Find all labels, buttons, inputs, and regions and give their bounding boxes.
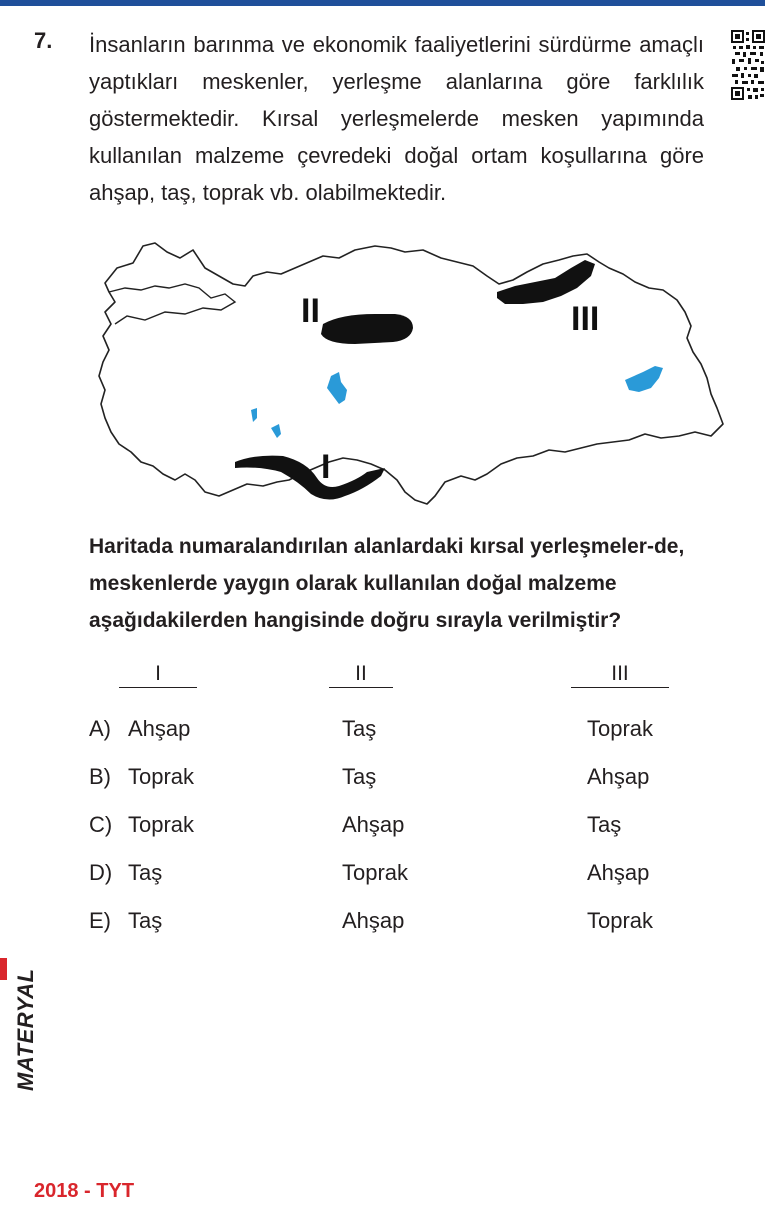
option-letter: B) (89, 764, 111, 789)
option-value-III: Ahşap (587, 860, 650, 885)
top-accent-bar (0, 0, 765, 6)
map-label-II: II (301, 292, 320, 330)
turkey-map (95, 228, 725, 518)
option-c[interactable] (0, 812, 765, 842)
option-value-III: Taş (587, 812, 622, 837)
option-letter: A) (89, 716, 111, 741)
column-header-III: III (571, 663, 669, 688)
lake-tuz (327, 372, 347, 404)
question-prompt: Haritada numaralandırılan alanlardaki kırsal yerleşmeler-de, meskenlerde yaygın olarak kullanılan doğal malzeme aşağıdakilerden hangisinde doğru sırayla verilmiştir? (89, 535, 685, 632)
option-letter: D) (89, 860, 113, 885)
option-value-II: Ahşap (342, 908, 405, 933)
map-label-I: I (321, 448, 331, 486)
option-a[interactable] (0, 716, 765, 746)
option-letter: E) (89, 908, 111, 933)
region-III-blacksea (497, 260, 595, 304)
column-header-II: II (329, 663, 393, 688)
option-value-II: Taş (342, 716, 377, 741)
lake-egirdir (251, 408, 257, 422)
thrace-coast (109, 284, 235, 324)
option-value-I: Ahşap (128, 716, 191, 741)
option-value-II: Toprak (342, 860, 409, 885)
question-number: 7. (34, 28, 53, 53)
option-value-I: Toprak (128, 764, 195, 789)
option-value-II: Taş (342, 764, 377, 789)
option-letter: C) (89, 812, 113, 837)
qr-code-icon[interactable] (731, 30, 765, 100)
region-II-central (321, 314, 413, 344)
side-tag-accent (0, 958, 7, 980)
option-e[interactable] (0, 908, 765, 938)
option-value-III: Toprak (587, 908, 654, 933)
option-b[interactable] (0, 764, 765, 794)
option-value-III: Toprak (587, 716, 654, 741)
option-value-I: Toprak (128, 812, 195, 837)
option-value-III: Ahşap (587, 764, 650, 789)
footer-exam-label: 2018 - TYT (34, 1180, 135, 1202)
side-tag: MATERYAL (13, 968, 38, 1091)
lake-beysehir (271, 424, 281, 438)
column-header-I: I (119, 663, 197, 688)
option-value-I: Taş (128, 860, 163, 885)
question-stem: İnsanların barınma ve ekonomik faaliyetlerini sürdürme amaçlı yaptıkları meskenler, yerleşme alanlarına göre farklılık göstermektedir. Kırsal yerleşmelerde mesken yapımında kullanılan malzeme çevredeki doğal ortam koşullarına göre ahşap, taş, toprak vb. olabilmektedir. (89, 32, 704, 205)
turkey-outline (99, 243, 723, 504)
option-value-I: Taş (128, 908, 163, 933)
option-value-II: Ahşap (342, 812, 405, 837)
lake-van (625, 366, 663, 392)
map-label-III: III (571, 300, 600, 338)
option-d[interactable] (0, 860, 765, 890)
